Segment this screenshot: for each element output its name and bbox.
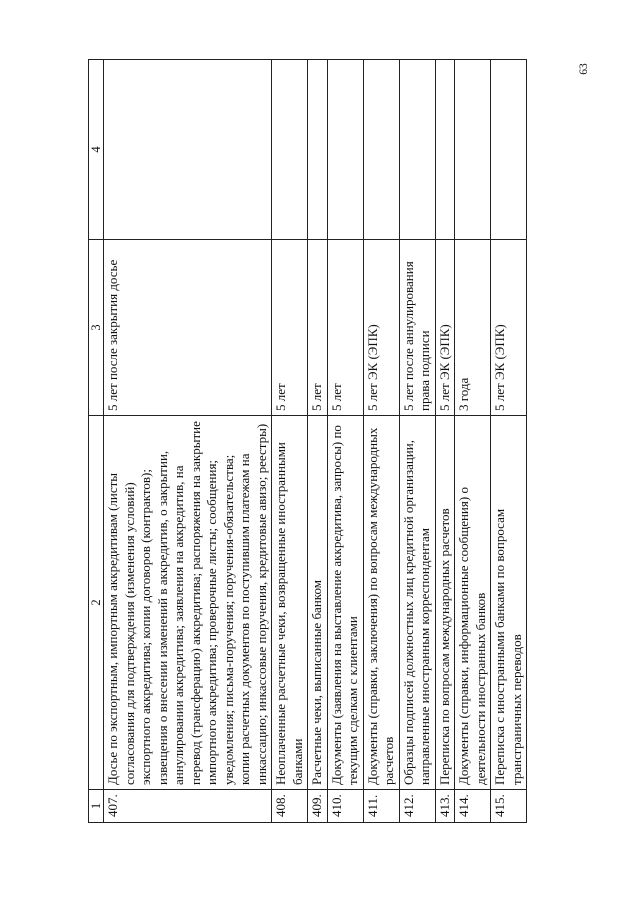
table-row (272, 60, 308, 823)
row-number: 407. (104, 790, 272, 823)
row-retention-term: 5 лет (308, 240, 328, 416)
row-description: Переписка с иностранными банками по вопросам трансграничных переводов (491, 416, 527, 790)
header-col-2: 2 (89, 416, 104, 790)
row-description: Документы (справки, заключения) по вопросам международных расчетов (363, 416, 399, 790)
table-row (327, 60, 363, 823)
row-note (399, 60, 435, 240)
table-row (308, 60, 328, 823)
row-description: Расчетные чеки, выписанные банком (308, 416, 328, 790)
row-retention-term: 5 лет ЭК (ЭПК) (435, 240, 455, 416)
row-description: Документы (заявления на выставление аккредитива, запросы) по текущим сделкам с клиентами (327, 416, 363, 790)
row-retention-term: 5 лет ЭК (ЭПК) (363, 240, 399, 416)
header-col-1: 1 (89, 790, 104, 823)
row-retention-term: 5 лет после аннулирования права подписи (399, 240, 435, 416)
row-number: 412. (399, 790, 435, 823)
row-number: 414. (455, 790, 491, 823)
header-col-3: 3 (89, 240, 104, 416)
table-row (455, 60, 491, 823)
row-retention-term: 5 лет ЭК (ЭПК) (491, 240, 527, 416)
row-retention-term: 5 лет (272, 240, 308, 416)
table-row (491, 60, 527, 823)
row-description: Образцы подписей должностных лиц кредитной организации, направленные иностранным корреспондентам (399, 416, 435, 790)
row-description: Неоплаченные расчетные чеки, возвращенные иностранными банками (272, 416, 308, 790)
row-retention-term: 5 лет (327, 240, 363, 416)
row-note (491, 60, 527, 240)
row-note (363, 60, 399, 240)
row-description: Досье по экспортным, импортным аккредитивам (листы согласования для подтверждения (изменения условий) экспортного аккредитива; копии договоров (контрактов); извещения о внесении изменений в аккредитив, о закрытии, аннулировании аккредитива; заявления на аккредитив, на перевод (трансферацию) аккредитива; распоряжения на закрытие импортного аккредитива; проверочные листы; сообщения; уведомления; письма-поручения; поручения-обязательства; копии расчетных документов по поступившим платежам на инкассацию; инкассовые поручения, кредитовые авизо; реестры) (104, 416, 272, 790)
row-number: 408. (272, 790, 308, 823)
table-header-row (89, 60, 104, 823)
row-note (455, 60, 491, 240)
row-note (435, 60, 455, 240)
row-retention-term: 3 года (455, 240, 491, 416)
row-description: Документы (справки, информационные сообщения) о деятельности иностранных банков (455, 416, 491, 790)
row-note (272, 60, 308, 240)
row-description: Переписка по вопросам международных расчетов (435, 416, 455, 790)
table-row (435, 60, 455, 823)
row-retention-term: 5 лет после закрытия досье (104, 240, 272, 416)
page-number: 63 (578, 63, 590, 75)
row-number: 410. (327, 790, 363, 823)
table-row (104, 60, 272, 823)
row-number: 409. (308, 790, 328, 823)
row-note (308, 60, 328, 240)
records-retention-table (88, 59, 527, 823)
header-col-4: 4 (89, 60, 104, 240)
row-note (104, 60, 272, 240)
row-number: 415. (491, 790, 527, 823)
table-row (399, 60, 435, 823)
row-number: 413. (435, 790, 455, 823)
table-row (363, 60, 399, 823)
row-note (327, 60, 363, 240)
rotated-page-content (88, 60, 563, 823)
row-number: 411. (363, 790, 399, 823)
